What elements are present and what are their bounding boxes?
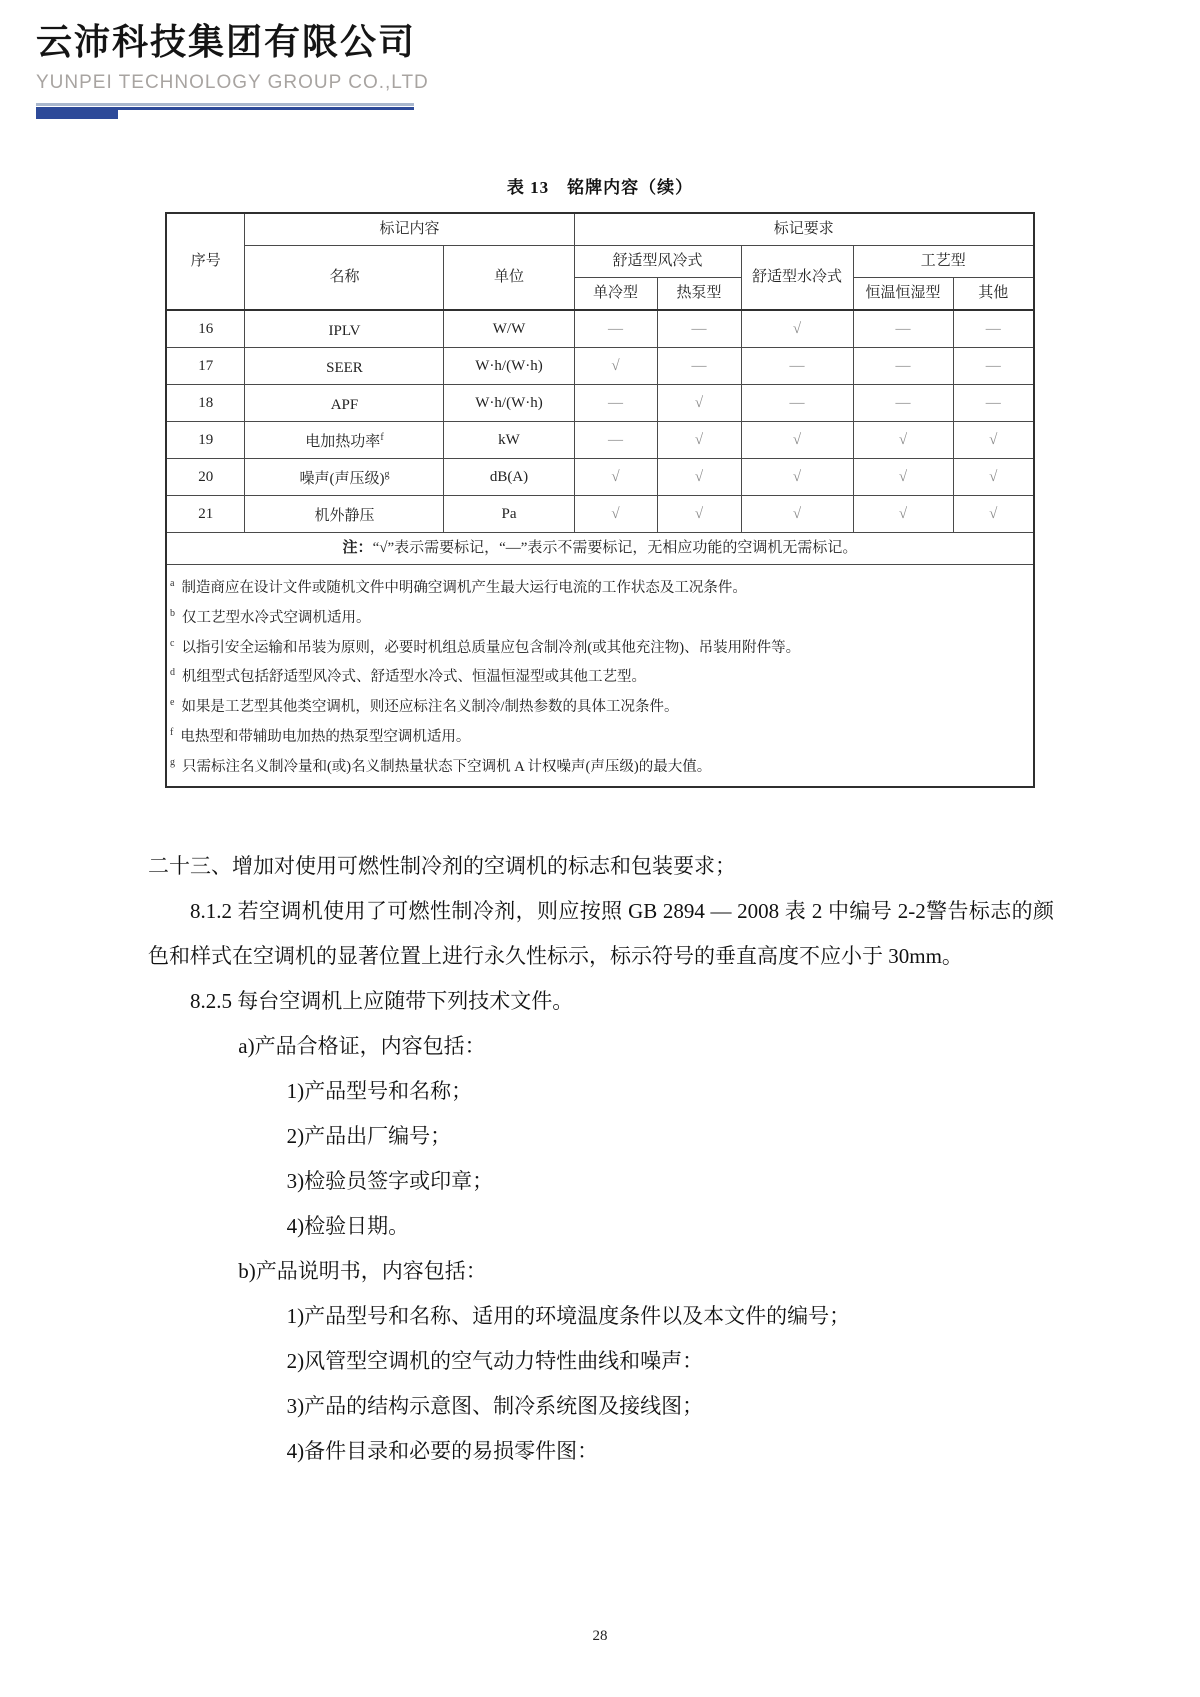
header-const-temp-humid: 恒温恒湿型 [853, 278, 953, 311]
mark-cell: — [953, 310, 1034, 348]
mark-cell: — [853, 348, 953, 385]
table-note [166, 533, 1034, 565]
mark-cell: √ [657, 496, 741, 533]
mark-cell: √ [953, 496, 1034, 533]
body-text [148, 844, 1054, 1474]
footnote: $^b$ 仅工艺型水冷式空调机适用。 [169, 607, 371, 626]
mark-cell: √ [953, 422, 1034, 459]
list-item: 1)产品型号和名称； [286, 1078, 473, 1103]
note-label: 注： [342, 540, 373, 556]
mark-cell: √ [853, 422, 953, 459]
name-cell: 电加热功率$^f$ [245, 422, 444, 459]
divider-navy-block [36, 107, 118, 119]
mark-cell: — [657, 348, 741, 385]
seq-cell: 20 [166, 459, 245, 496]
mark-cell: √ [657, 422, 741, 459]
mark-cell: √ [741, 459, 853, 496]
footnote: $^e$ 如果是工艺型其他类空调机，则还应标注名义制冷/制热参数的具体工况条件。 [169, 697, 679, 716]
unit-cell: W·h/(W·h) [444, 385, 574, 422]
header-unit: 单位 [444, 246, 574, 311]
seq-cell: 18 [166, 385, 245, 422]
nameplate-table [165, 212, 1035, 788]
header-group-content: 标记内容 [245, 213, 574, 246]
table-title: 表 13 铭牌内容（续） [506, 178, 694, 197]
header-divider [36, 103, 414, 125]
seq-cell: 21 [166, 496, 245, 533]
mark-cell: √ [574, 459, 657, 496]
list-item: 3)产品的结构示意图、制冷系统图及接线图； [286, 1393, 704, 1418]
mark-cell: — [574, 422, 657, 459]
page-number: 28 [592, 1628, 608, 1644]
mark-cell: — [741, 348, 853, 385]
seq-cell: 17 [166, 348, 245, 385]
header-name: 名称 [245, 246, 444, 311]
header-water-cooled: 舒适型水冷式 [741, 246, 853, 311]
unit-cell: dB(A) [444, 459, 574, 496]
list-item: 4)备件目录和必要的易损零件图： [286, 1438, 599, 1463]
header-other: 其他 [953, 278, 1034, 311]
unit-cell: Pa [444, 496, 574, 533]
section-heading: 二十三、增加对使用可燃性制冷剂的空调机的标志和包装要求； [148, 853, 736, 878]
table-row [166, 310, 1034, 348]
table-footnotes [166, 565, 1034, 787]
table-row [166, 496, 1034, 533]
header-group-air-cooled: 舒适型风冷式 [574, 246, 741, 278]
unit-cell: W/W [444, 310, 574, 348]
list-item: 4)检验日期。 [286, 1213, 410, 1238]
mark-cell: — [953, 385, 1034, 422]
mark-cell: √ [853, 496, 953, 533]
name-cell: 机外静压 [245, 496, 444, 533]
clause-8-2-5: 8.2.5 每台空调机上应随带下列技术文件。 [190, 988, 574, 1013]
list-item: 2)风管型空调机的空气动力特性曲线和噪声： [286, 1348, 704, 1373]
list-item-b: b)产品说明书，内容包括： [238, 1258, 487, 1283]
list-item: 3)检验员签字或印章； [286, 1168, 494, 1193]
table-row [166, 422, 1034, 459]
mark-cell: √ [657, 385, 741, 422]
page-header [0, 0, 1200, 125]
name-cell: SEER [245, 348, 444, 385]
mark-cell: √ [657, 459, 741, 496]
table-footnotes-row [166, 565, 1034, 787]
unit-cell: kW [444, 422, 574, 459]
name-cell: IPLV [245, 310, 444, 348]
name-cell: APF [245, 385, 444, 422]
header-heat-pump: 热泵型 [657, 278, 741, 311]
header-group-requirement: 标记要求 [574, 213, 1034, 246]
footnote: $^d$ 机组型式包括舒适型风冷式、舒适型水冷式、恒温恒湿型或其他工艺型。 [169, 667, 646, 686]
footnote: $^c$ 以指引安全运输和吊装为原则，必要时机组总质量应包含制冷剂(或其他充注物)、吊装用附件等。 [169, 637, 801, 656]
seq-cell: 19 [166, 422, 245, 459]
header-cooling-only: 单冷型 [574, 278, 657, 311]
footnote: $^f$ 电热型和带辅助电加热的热泵型空调机适用。 [169, 727, 471, 745]
table-header-row-2 [166, 246, 1034, 278]
mark-cell: √ [741, 496, 853, 533]
header-seq: 序号 [166, 213, 245, 310]
mark-cell: √ [853, 459, 953, 496]
mark-cell: √ [574, 496, 657, 533]
table-row [166, 385, 1034, 422]
unit-cell: W·h/(W·h) [444, 348, 574, 385]
mark-cell: √ [741, 310, 853, 348]
table-header-row-1 [166, 213, 1034, 246]
name-cell: 噪声(声压级)$^g$ [245, 459, 444, 496]
mark-cell: — [953, 348, 1034, 385]
mark-cell: √ [741, 422, 853, 459]
footnote: $^g$ 只需标注名义制冷量和(或)名义制热量状态下空调机 A 计权噪声(声压级)的最大值。 [169, 756, 712, 775]
mark-cell: — [741, 385, 853, 422]
mark-cell: — [574, 310, 657, 348]
header-group-process: 工艺型 [853, 246, 1034, 278]
mark-cell: — [574, 385, 657, 422]
company-name-en: YUNPEI TECHNOLOGY GROUP CO.,LTD [36, 72, 429, 93]
list-item-a: a)产品合格证，内容包括： [238, 1033, 486, 1058]
mark-cell: √ [953, 459, 1034, 496]
mark-cell: — [853, 310, 953, 348]
table-row [166, 348, 1034, 385]
table-note-row [166, 533, 1034, 565]
note-text: “√”表示需要标记，“—”表示不需要标记，无相应功能的空调机无需标记。 [372, 540, 858, 556]
list-item: 1)产品型号和名称、适用的环境温度条件以及本文件的编号； [286, 1303, 851, 1328]
footnote: $^a$ 制造商应在设计文件或随机文件中明确空调机产生最大运行电流的工作状态及工况条件。 [169, 578, 747, 596]
table-row [166, 459, 1034, 496]
seq-cell: 16 [166, 310, 245, 348]
divider-light-line [36, 103, 414, 106]
list-item: 2)产品出厂编号； [286, 1123, 452, 1148]
mark-cell: — [853, 385, 953, 422]
mark-cell: — [657, 310, 741, 348]
clause-8-1-2: 8.1.2 若空调机使用了可燃性制冷剂，则应按照 GB 2894 — 2008 表 2 中编号 2-2警告标志的颜色和样式在空调机的显著位置上进行永久性标示，标示符号的垂直高度不应小于 30mm。 [148, 898, 1054, 968]
mark-cell: √ [574, 348, 657, 385]
company-name-cn: 云沛科技集团有限公司 [36, 21, 417, 62]
